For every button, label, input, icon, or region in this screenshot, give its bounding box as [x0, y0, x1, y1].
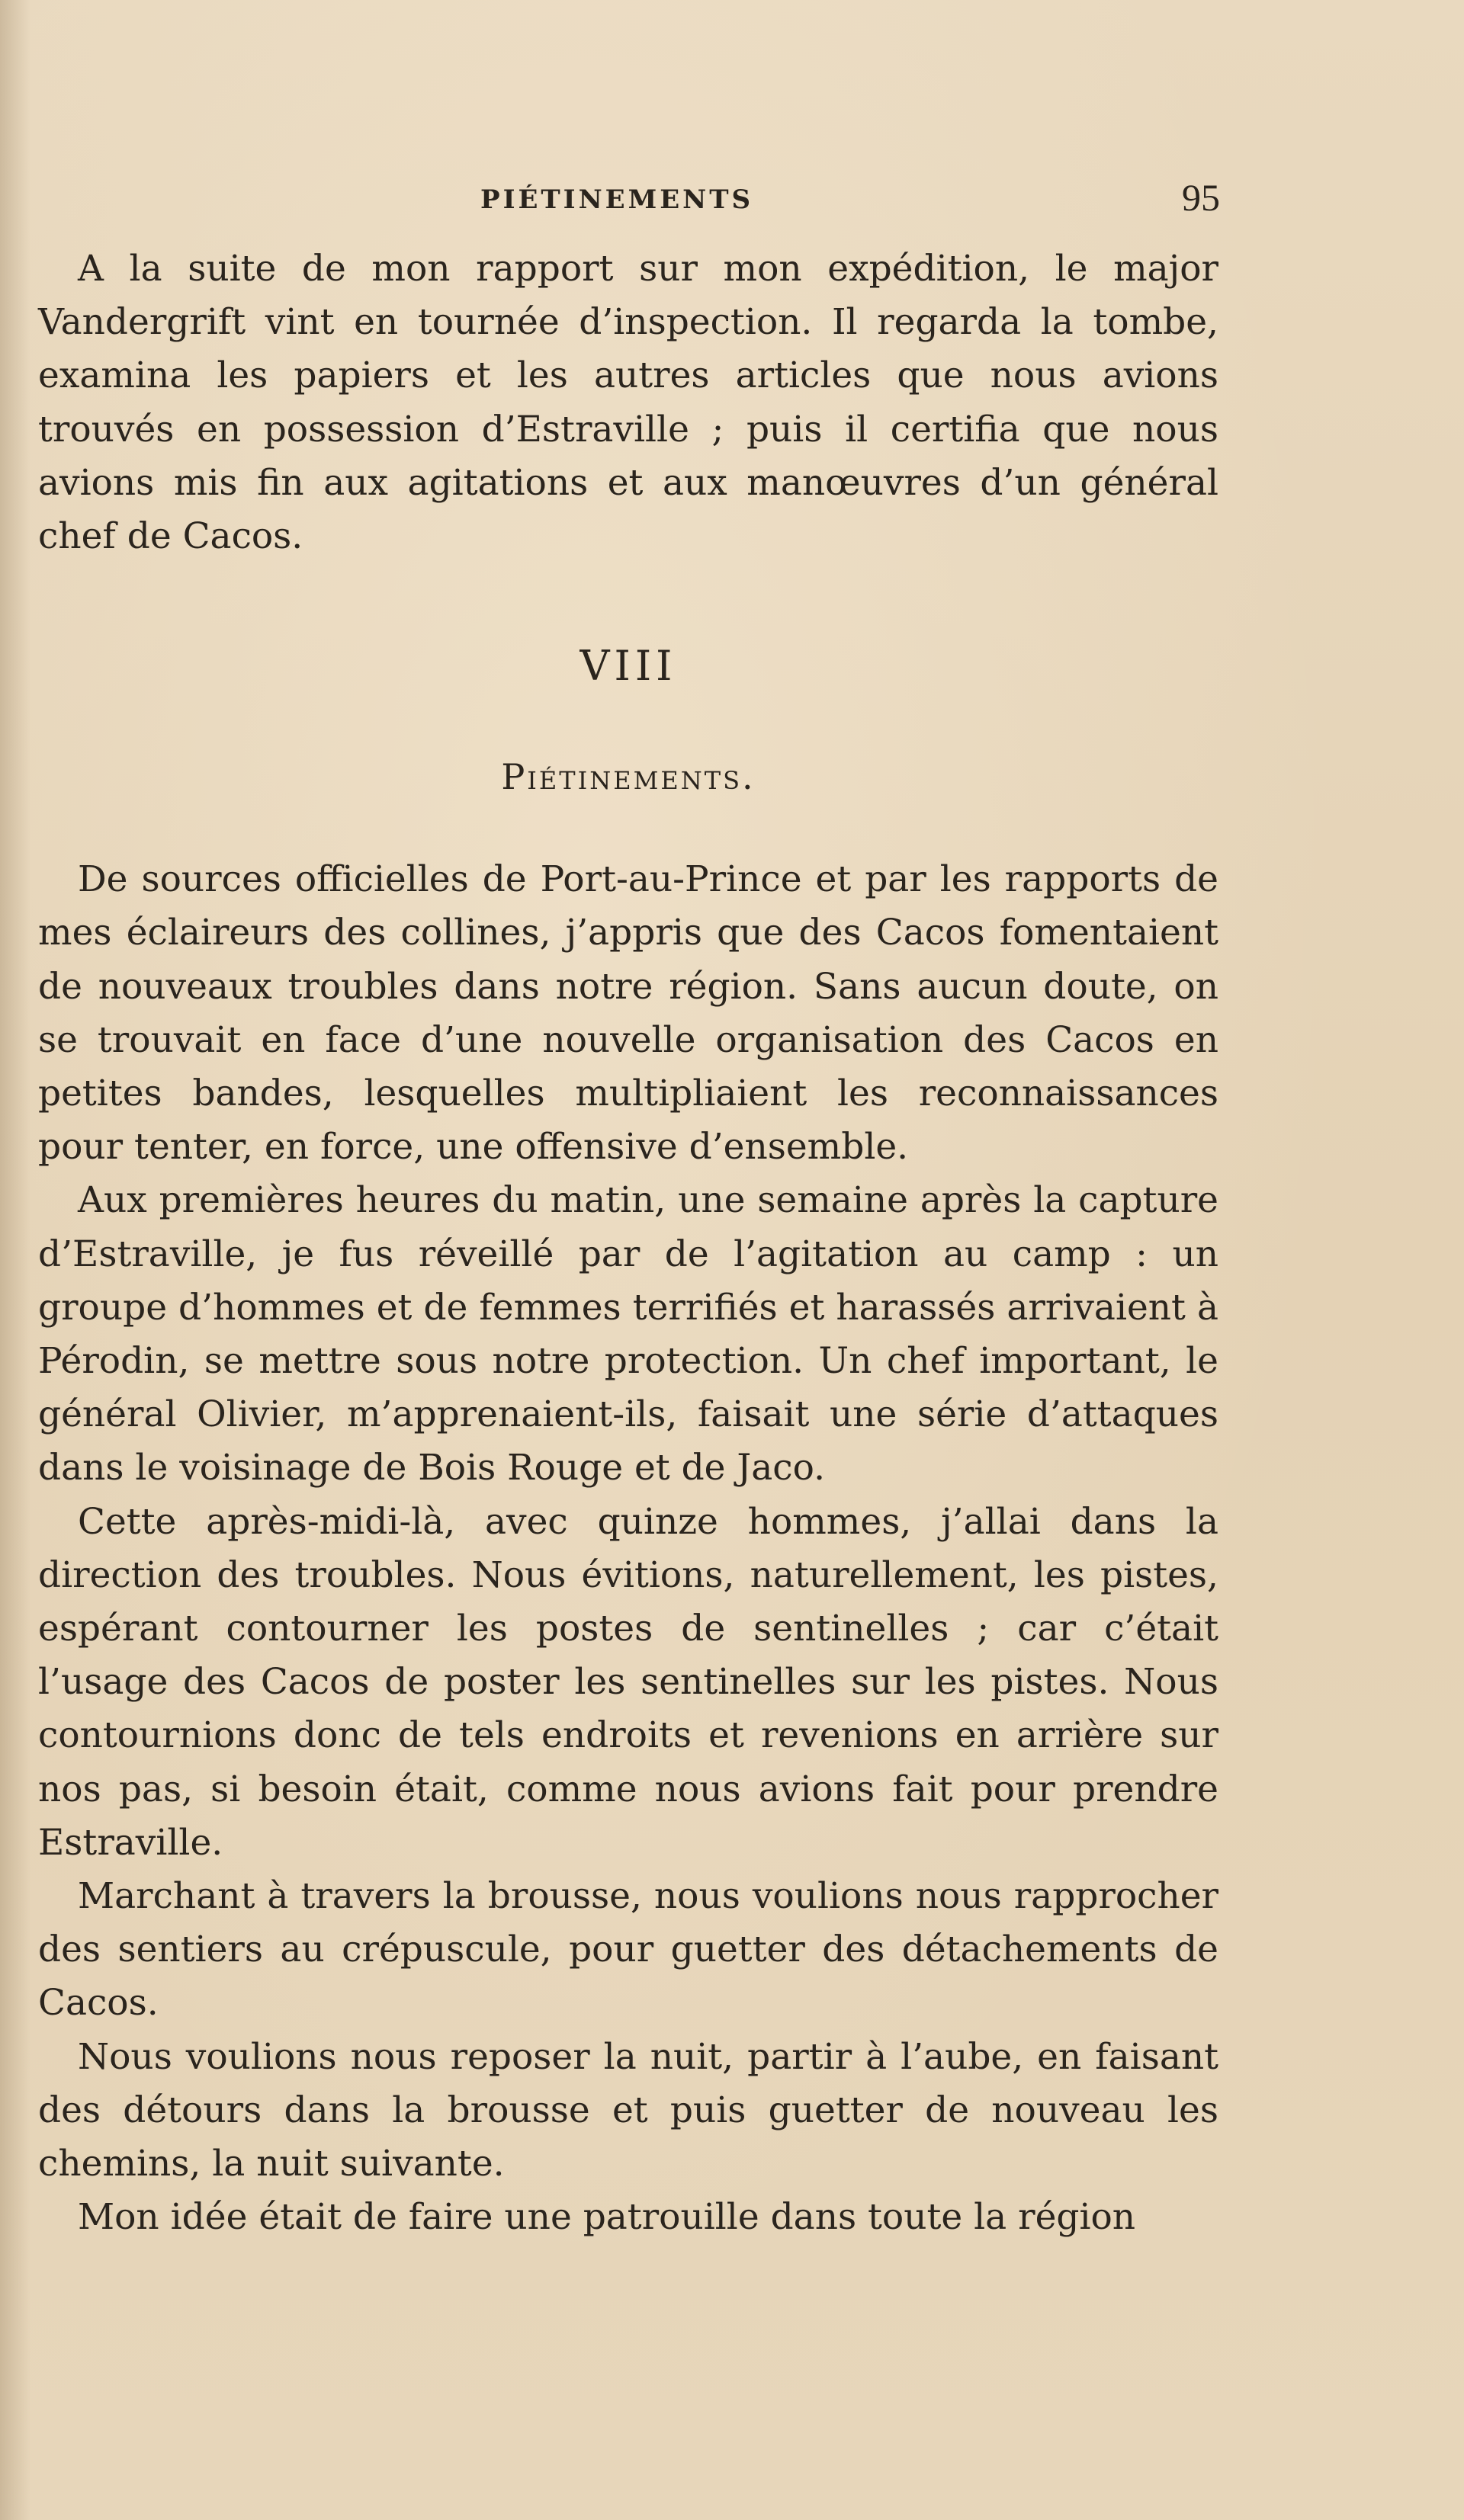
intro-paragraph: A la suite de mon rapport sur mon expédition, le major Vandergrift vint en tournée d’inspection. Il regarda la tombe, examina les papiers et les autres articles que nous avions trouvés en possession d’Estraville ; puis il certifia que nous avions mis fin aux agitations et aux manœuvres d’un général chef de Cacos.	[38, 248, 1218, 558]
body-paragraph: Cette après-midi-là, avec quinze hommes, j’allai dans la direction des troubles. Nous évitions, naturellement, les pistes, espérant contourner les postes de sentinelles ; car c’était l’usage des Cacos de poster les sentinelles sur les pistes. Nous contournions donc de tels endroits et revenions en arrière sur nos pas, si besoin était, comme nous avions fait pour prendre Estraville.	[38, 1500, 1218, 1864]
text-block	[38, 242, 1218, 2245]
page-number: 95	[1182, 176, 1220, 219]
body-paragraph: Marchant à travers la brousse, nous voulions nous rapprocher des sentiers au crépuscule, pour guetter des détachements de Cacos.	[38, 1875, 1218, 2025]
chapter-number: VIII	[580, 642, 677, 691]
body-paragraph: De sources officielles de Port-au-Prince et par les rapports de mes éclaireurs des collines, j’appris que des Cacos fomentaient de nouveaux troubles dans notre région. Sans aucun doute, on se trouvait en face d’une nouvelle organisation des Cacos en petites bandes, lesquelles multipliaient les reconnaissances pour tenter, en force, une offensive d’ensemble.	[38, 858, 1218, 1169]
running-head: PIÉTINEMENTS	[480, 184, 754, 215]
body-paragraph: Mon idée était de faire une patrouille dans toute la région	[78, 2196, 1136, 2239]
body-paragraph: Aux premières heures du matin, une semaine après la capture d’Estraville, je fus réveillé par de l’agitation au camp : un groupe d’hommes et de femmes terrifiés et harassés arrivaient à Pérodin, se mettre sous notre protection. Un chef important, le général Olivier, m’apprenaient-ils, faisait une série d’attaques dans le voisinage de Bois Rouge et de Jaco.	[38, 1179, 1218, 1489]
chapter-title: Piétinements.	[501, 756, 756, 798]
page-header	[76, 176, 1220, 226]
title-spacer	[38, 807, 1218, 853]
body-paragraph: Nous voulions nous reposer la nuit, partir à l’aube, en faisant des détours dans la brousse et puis guetter de nouveau les chemins, la nuit suivante.	[38, 2035, 1218, 2185]
